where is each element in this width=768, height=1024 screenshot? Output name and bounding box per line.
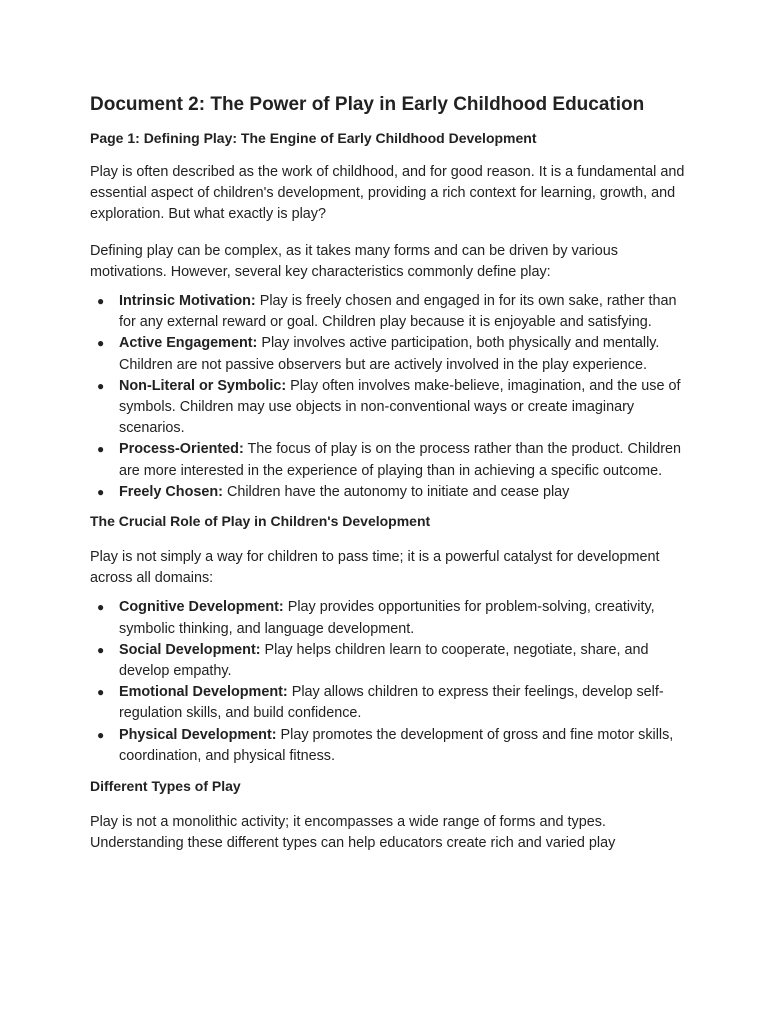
- list-item-term: Cognitive Development:: [119, 599, 284, 616]
- list-item-term: Social Development:: [119, 641, 261, 658]
- list-item-text: Play allows children to express their feelings, develop self-regulation skills, and build confidence.: [119, 684, 664, 722]
- intro-paragraph: Play is often described as the work of childhood, and for good reason. It is a fundamental and essential aspect of children's development, providing a rich context for learning, growth, and exploration. But what exactly is play?: [90, 164, 685, 223]
- list-item-term: Emotional Development:: [119, 684, 288, 701]
- list-item-text: Play involves active participation, both physically and mentally. Children are not passive observers but are actively involved in the play experience.: [119, 335, 660, 373]
- bullet-icon: ●: [97, 685, 105, 700]
- list-item-text: Play promotes the development of gross and fine motor skills, coordination, and physical fitness.: [119, 726, 674, 764]
- characteristics-list: [90, 291, 690, 503]
- document-content: [90, 94, 690, 854]
- bullet-icon: ●: [97, 294, 105, 309]
- bullet-icon: ●: [97, 484, 105, 499]
- list-item: [90, 376, 690, 440]
- bullet-icon: ●: [97, 727, 105, 742]
- list-item: [90, 682, 690, 724]
- domains-list: [90, 597, 690, 767]
- list-item: [90, 482, 690, 503]
- list-item: [90, 291, 690, 333]
- list-item-text: The focus of play is on the process rather than the product. Children are more interested in the experience of playing than in achieving a specific outcome.: [119, 441, 682, 479]
- bullet-icon: ●: [97, 600, 105, 615]
- list-item: [90, 725, 690, 767]
- list-item-text: Play often involves make-believe, imagination, and the use of symbols. Children may use objects in non-conventional ways or create imaginary scenarios.: [119, 377, 681, 437]
- list-item-term: Non-Literal or Symbolic:: [119, 377, 287, 394]
- role-paragraph: Play is not simply a way for children to pass time; it is a powerful catalyst for development across all domains:: [90, 549, 660, 587]
- bullet-icon: ●: [97, 642, 105, 657]
- list-item-term: Freely Chosen:: [119, 483, 223, 500]
- list-item: [90, 439, 690, 481]
- list-item-term: Active Engagement:: [119, 335, 258, 352]
- list-item-text: Children have the autonomy to initiate and cease play: [222, 483, 570, 500]
- bullet-icon: ●: [97, 336, 105, 351]
- document-title: Document 2: The Power of Play in Early Childhood Education: [90, 94, 645, 115]
- list-item-term: Process-Oriented:: [119, 441, 244, 458]
- types-paragraph: Play is not a monolithic activity; it encompasses a wide range of forms and types. Understanding these different types can help educators create rich and varied play: [90, 814, 616, 852]
- list-item-text: Play is freely chosen and engaged in for its own sake, rather than for any external reward or goal. Children play because it is enjoyable and satisfying.: [119, 293, 677, 331]
- list-item: [90, 640, 690, 682]
- bullet-icon: ●: [97, 442, 105, 457]
- role-heading: The Crucial Role of Play in Children's Development: [90, 513, 431, 530]
- list-item-text: Play helps children learn to cooperate, negotiate, share, and develop empathy.: [119, 641, 649, 680]
- list-item: [90, 597, 690, 639]
- list-item-term: Physical Development:: [119, 726, 277, 743]
- list-item-text: Play provides opportunities for problem-solving, creativity, symbolic thinking, and language development.: [119, 599, 655, 637]
- list-item: [90, 333, 690, 375]
- list-item-term: Intrinsic Motivation:: [119, 293, 256, 310]
- types-heading: Different Types of Play: [90, 778, 241, 795]
- bullet-icon: ●: [97, 378, 105, 393]
- page-heading: Page 1: Defining Play: The Engine of Early Childhood Development: [90, 130, 537, 146]
- defining-paragraph: Defining play can be complex, as it takes many forms and can be driven by various motivations. However, several key characteristics commonly define play:: [90, 242, 618, 280]
